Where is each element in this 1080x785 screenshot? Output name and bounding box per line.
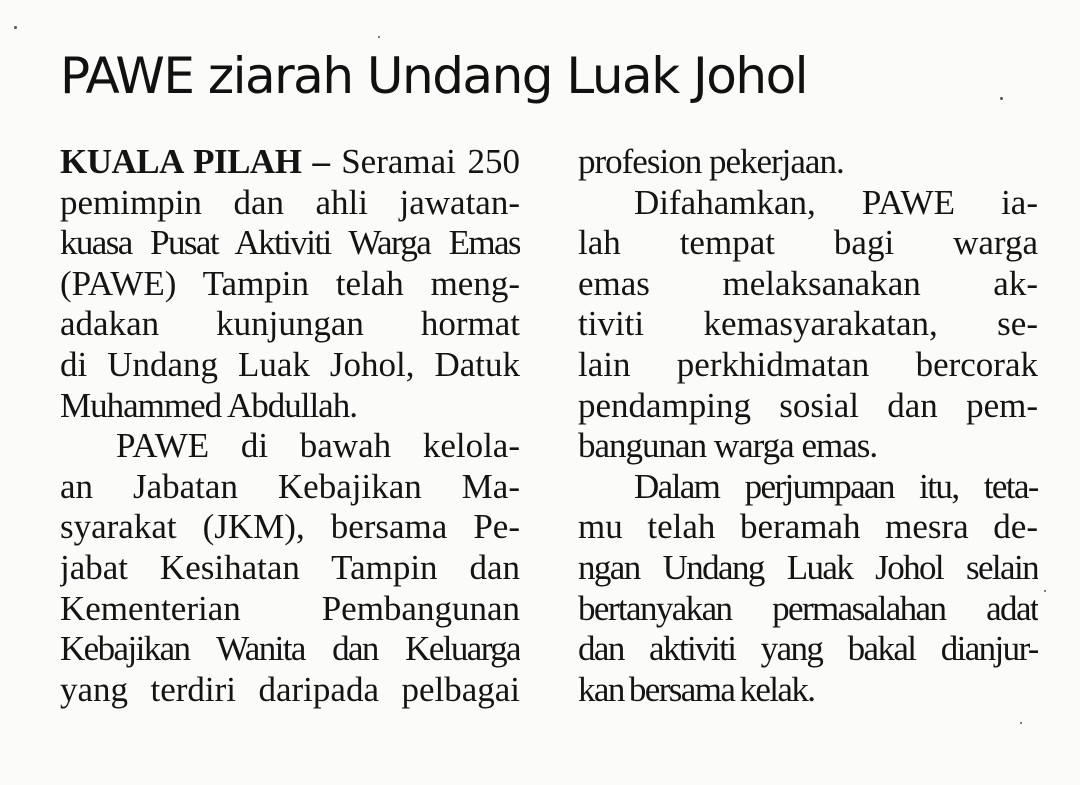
print-speck: [378, 36, 380, 38]
article-line: tiviti kemasyarakatan, se-: [578, 304, 1038, 344]
article-line: Kebajikan Wanita dan Keluarga: [60, 629, 520, 669]
article-line: lah tempat bagi warga: [578, 223, 1038, 263]
article-line: ngan Undang Luak Johol selain: [578, 547, 1038, 587]
print-speck: [1044, 590, 1046, 592]
article-line: Difahamkan, PAWE ia-: [634, 182, 1038, 222]
article-line: (PAWE) Tampin telah meng-: [60, 263, 520, 303]
article-line: Kementerian Pembangunan: [60, 588, 520, 628]
article-line: profesion pekerjaan.: [578, 142, 844, 181]
print-speck: [14, 26, 17, 29]
article-line: kuasa Pusat Aktiviti Warga Emas: [60, 223, 520, 263]
article-column-right: [578, 142, 1038, 710]
article-line: syarakat (JKM), bersama Pe-: [60, 507, 520, 547]
article-line: dan aktiviti yang bakal dianjur-: [578, 629, 1038, 669]
print-speck: [1020, 722, 1022, 724]
article-line: lain perkhidmatan bercorak: [578, 344, 1038, 384]
article-line: di Undang Luak Johol, Datuk: [60, 344, 520, 384]
article-column-left: [60, 142, 520, 710]
article-line: Muhammed Abdullah.: [60, 385, 357, 425]
print-speck: [1000, 97, 1003, 100]
article-line: kan bersama kelak.: [578, 669, 815, 709]
article-line: pendamping sosial dan pem-: [578, 385, 1038, 425]
article-line: bertanyakan permasalahan adat: [578, 588, 1038, 628]
article-line: [60, 142, 520, 183]
article-line: pemimpin dan ahli jawatan-: [60, 182, 520, 222]
article-line: jabat Kesihatan Tampin dan: [60, 547, 520, 587]
article-line: PAWE di bawah kelola-: [116, 426, 520, 466]
article-line: adakan kunjungan hormat: [60, 304, 520, 344]
article-line-text: Seramai 250: [341, 142, 520, 181]
article-line: Dalam perjumpaan itu, teta-: [634, 466, 1038, 506]
article-line: bangunan warga emas.: [578, 426, 878, 466]
dateline: KUALA PILAH –: [60, 142, 330, 181]
article-line: an Jabatan Kebajikan Ma-: [60, 466, 520, 506]
article-line: emas melaksanakan ak-: [578, 263, 1038, 303]
article-headline: PAWE ziarah Undang Luak Johol: [60, 47, 808, 105]
article-line: yang terdiri daripada pelbagai: [60, 669, 520, 709]
article-line: mu telah beramah mesra de-: [578, 507, 1038, 547]
